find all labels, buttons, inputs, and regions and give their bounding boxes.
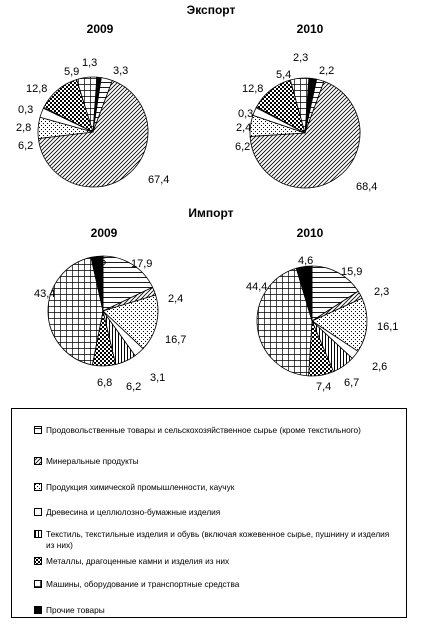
slice-label-food: 17,9 <box>131 258 153 270</box>
legend-label-machinery: Машины, оборудование и транспортные средства <box>46 579 240 589</box>
slice-label-metals: 7,4 <box>316 381 332 393</box>
legend-label-mineral: Минеральные продукты <box>46 456 139 466</box>
legend-label-wood: Древесина и целлюлозно-бумажные изделия <box>46 507 221 517</box>
slice-label-mineral: 2,3 <box>374 286 390 298</box>
pie-chart-4 <box>246 255 398 393</box>
legend-label-textile: Текстиль, текстильные изделия и обувь (включая кожевенное сырье, пушнину и изделия из них) <box>46 529 390 550</box>
slice-label-textile: 6,7 <box>344 377 360 389</box>
slice-label-wood: 2,8 <box>16 122 32 134</box>
export-2009-year: 2009 <box>86 22 114 36</box>
slice-label-mineral: 68,4 <box>356 181 378 193</box>
slice-label-machinery: 43,4 <box>34 288 56 300</box>
pie-chart-2 <box>235 52 377 193</box>
legend-swatch-other <box>34 606 42 614</box>
slice-label-wood: 3,1 <box>150 372 166 384</box>
export-2010-year: 2010 <box>296 22 324 36</box>
export-title: Экспорт <box>186 3 236 17</box>
legend-swatch-textile <box>34 530 42 538</box>
legend-swatch-chemical <box>34 483 42 491</box>
slice-label-machinery: 44,4 <box>246 281 268 293</box>
pie-charts <box>16 52 398 393</box>
legend-swatch-machinery <box>34 580 42 588</box>
pie-chart-1 <box>16 57 169 187</box>
slice-label-food: 15,9 <box>341 266 363 278</box>
legend-label-other: Прочие товары <box>46 605 105 615</box>
legend <box>11 408 407 618</box>
slice-label-machinery: 5,9 <box>64 66 80 78</box>
slice-label-chemical: 16,7 <box>165 334 187 346</box>
import-2010-year: 2010 <box>296 226 324 240</box>
slice-label-mineral: 2,4 <box>168 293 184 305</box>
slice-label-other: 1,3 <box>82 57 98 69</box>
legend-label-metals: Металлы, драгоценные камни и изделия из них <box>46 556 230 566</box>
slice-label-metals: 12,8 <box>26 83 48 95</box>
legend-swatch-mineral <box>34 457 42 465</box>
import-2009-year: 2009 <box>90 226 118 240</box>
slice-label-other: 4,6 <box>298 255 314 267</box>
slice-label-textile: 6,2 <box>126 381 142 393</box>
slice-label-food: 3,3 <box>113 65 129 77</box>
pie-chart-3 <box>34 256 186 393</box>
import-title: Импорт <box>188 206 234 220</box>
slice-label-textile: 0,3 <box>18 104 34 116</box>
slice-label-other: 3,5 <box>91 256 107 268</box>
legend-swatch-food <box>34 426 42 434</box>
legend-swatch-wood <box>34 508 42 516</box>
slice-label-chemical: 16,1 <box>377 321 399 333</box>
slice-label-mineral: 67,4 <box>148 174 170 186</box>
slice-label-wood: 2,4 <box>236 122 252 134</box>
slice-label-food: 2,2 <box>319 65 335 77</box>
legend-label-chemical: Продукция химической промышленности, каучук <box>46 482 235 492</box>
slice-label-other: 2,3 <box>293 52 309 64</box>
slice-label-chemical: 6,2 <box>18 140 34 152</box>
legend-label-food: Продовольственные товары и сельскохозяйственное сырье (кроме текстильного) <box>46 425 361 435</box>
legend-swatch-metals <box>34 557 42 565</box>
slice-label-chemical: 6,2 <box>235 141 251 153</box>
slice-label-textile: 0,3 <box>238 108 254 120</box>
slice-label-wood: 2,6 <box>372 361 388 373</box>
slice-label-metals: 6,8 <box>97 377 113 389</box>
slice-label-metals: 12,8 <box>242 83 264 95</box>
slice-label-machinery: 5,4 <box>276 69 292 81</box>
